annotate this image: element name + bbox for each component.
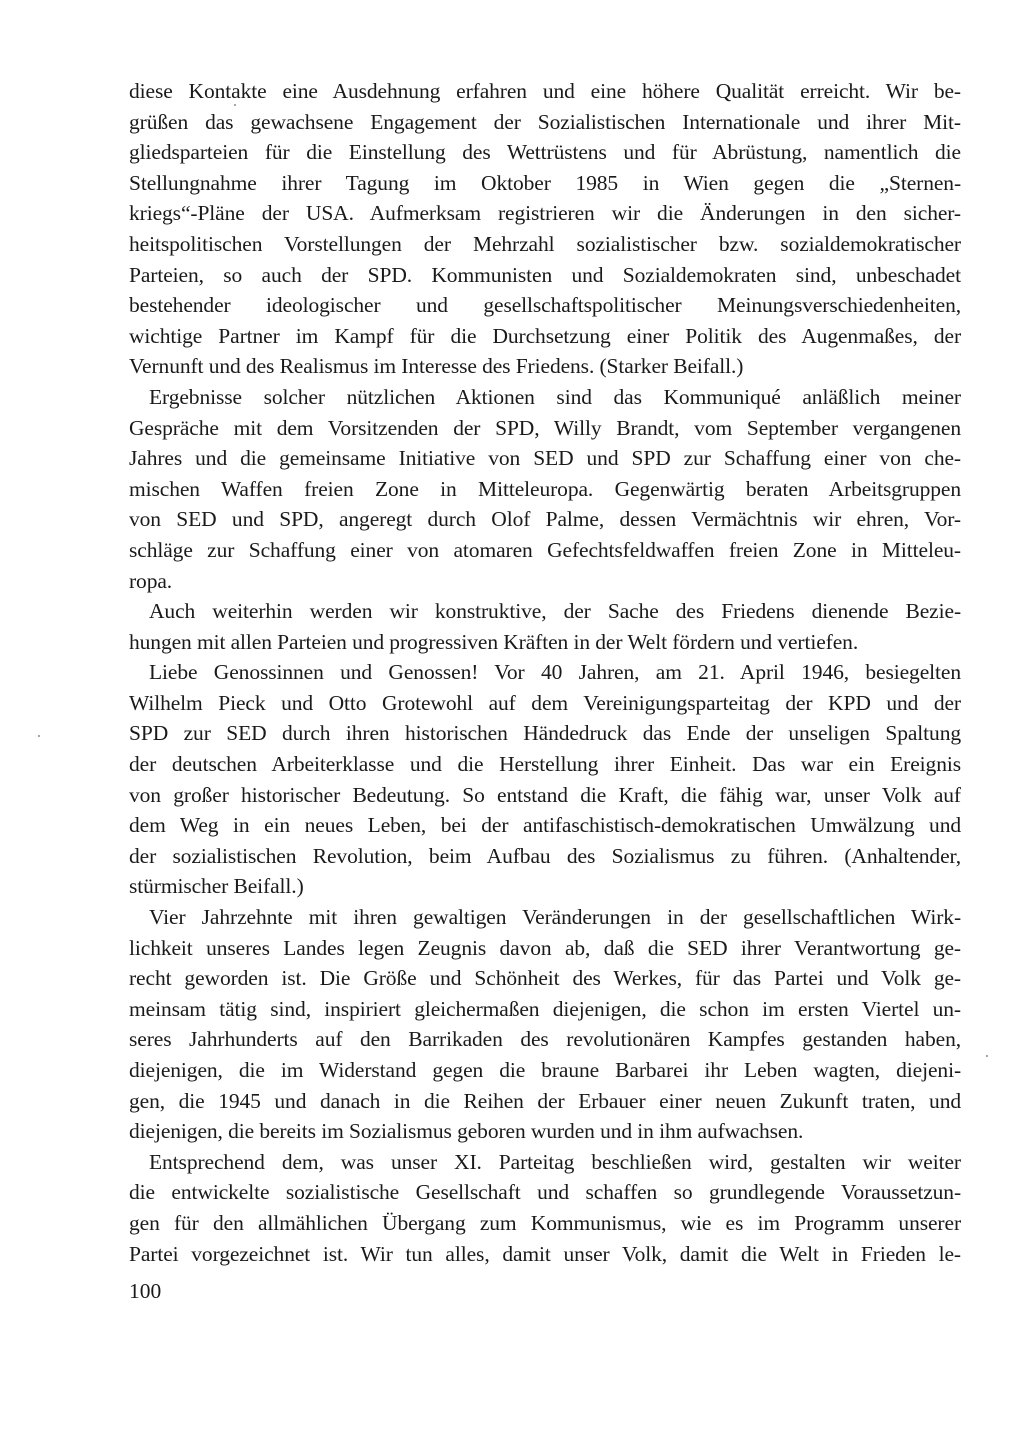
text-line: von großer historischer Bedeutung. So entstand die Kraft, die fähig war, unser Volk auf bbox=[129, 782, 961, 807]
text-line: von SED und SPD, angeregt durch Olof Palme, dessen Vermächtnis wir ehren, Vor- bbox=[129, 507, 961, 532]
text-line: diese Kontakte eine Ausdehnung erfahren und eine höhere Qualität erreicht. Wir be- bbox=[129, 79, 961, 103]
text-line: diejenigen, die im Widerstand gegen die braune Barbarei ihr Leben wagten, diejeni- bbox=[129, 1058, 961, 1082]
text-line: dem Weg in ein neues Leben, bei der antifaschistisch-demokratischen Umwälzung und bbox=[129, 813, 961, 838]
text-line: stürmischer Beifall.) bbox=[129, 874, 304, 899]
scan-speck bbox=[234, 104, 236, 106]
text-line: seres Jahrhunderts auf den Barrikaden des revolutionären Kampfes gestanden haben, bbox=[129, 1027, 961, 1052]
text-line: grüßen das gewachsene Engagement der Sozialistischen Internationale und ihrer Mit- bbox=[129, 109, 961, 134]
body-text bbox=[129, 76, 961, 1269]
scan-speck bbox=[38, 735, 40, 737]
text-line: SPD zur SED durch ihren historischen Händedruck das Ende der unseligen Spaltung bbox=[129, 721, 961, 746]
text-line: Gespräche mit dem Vorsitzenden der SPD, Willy Brandt, vom September vergangenen bbox=[129, 415, 961, 440]
text-line: Wilhelm Pieck und Otto Grotewohl auf dem Vereinigungsparteitag der KPD und der bbox=[129, 690, 961, 715]
text-line: Ergebnisse solcher nützlichen Aktionen sind das Kommuniqué anläßlich meiner bbox=[149, 384, 961, 409]
text-line: der sozialistischen Revolution, beim Aufbau des Sozialismus zu führen. (Anhaltender, bbox=[129, 843, 961, 868]
text-line: recht geworden ist. Die Größe und Schönheit des Werkes, für das Partei und Volk ge- bbox=[129, 966, 961, 991]
text-line: mischen Waffen freien Zone in Mitteleuropa. Gegenwärtig beraten Arbeitsgruppen bbox=[129, 476, 961, 501]
text-line: kriegs“-Pläne der USA. Aufmerksam registrieren wir die Änderungen in den sicher- bbox=[129, 201, 961, 226]
text-line: der deutschen Arbeiterklasse und die Herstellung ihrer Einheit. Das war ein Ereignis bbox=[129, 752, 961, 777]
text-line: schläge zur Schaffung einer von atomaren Gefechtsfeldwaffen freien Zone in Mitteleu- bbox=[129, 537, 961, 562]
text-line: Vier Jahrzehnte mit ihren gewaltigen Veränderungen in der gesellschaftlichen Wirk- bbox=[149, 905, 961, 930]
text-line: gen, die 1945 und danach in die Reihen der Erbauer einer neuen Zukunft traten, und bbox=[129, 1088, 961, 1113]
text-line: hungen mit allen Parteien und progressiven Kräften in der Welt fördern und vertiefen. bbox=[129, 629, 859, 654]
text-line: lichkeit unseres Landes legen Zeugnis davon ab, daß die SED ihrer Verantwortung ge- bbox=[129, 935, 961, 960]
text-line: die entwickelte sozialistische Gesellschaft und schaffen so grundlegende Voraussetzun- bbox=[129, 1180, 961, 1205]
text-line: Entsprechend dem, was unser XI. Parteitag beschließen wird, gestalten wir weiter bbox=[149, 1149, 961, 1174]
text-line: gen für den allmählichen Übergang zum Kommunismus, wie es im Programm unserer bbox=[129, 1210, 961, 1235]
text-line: Partei vorgezeichnet ist. Wir tun alles, damit unser Volk, damit die Welt in Frieden le- bbox=[129, 1241, 961, 1266]
page-number: 100 bbox=[129, 1279, 162, 1303]
text-line: Vernunft und des Realismus im Interesse des Friedens. (Starker Beifall.) bbox=[129, 354, 744, 379]
text-line: wichtige Partner im Kampf für die Durchsetzung einer Politik des Augenmaßes, der bbox=[129, 323, 961, 348]
text-line: ropa. bbox=[129, 568, 173, 593]
text-line: heitspolitischen Vorstellungen der Mehrzahl sozialistischer bzw. sozialdemokratischer bbox=[129, 231, 961, 256]
text-line: Liebe Genossinnen und Genossen! Vor 40 Jahren, am 21. April 1946, besiegelten bbox=[149, 660, 961, 685]
text-line: Parteien, so auch der SPD. Kommunisten und Sozialdemokraten sind, unbeschadet bbox=[129, 262, 961, 287]
text-line: meinsam tätig sind, inspiriert gleichermaßen diejenigen, die schon im ersten Viertel un- bbox=[129, 996, 961, 1021]
text-line: bestehender ideologischer und gesellschaftspolitischer Meinungsverschiedenheiten, bbox=[129, 293, 961, 318]
text-line: Auch weiterhin werden wir konstruktive, der Sache des Friedens dienende Bezie- bbox=[149, 599, 961, 624]
text-line: Jahres und die gemeinsame Initiative von SED und SPD zur Schaffung einer von che- bbox=[129, 446, 961, 471]
text-line: gliedsparteien für die Einstellung des Wettrüstens und für Abrüstung, namentlich die bbox=[129, 140, 961, 165]
text-line: Stellungnahme ihrer Tagung im Oktober 1985 in Wien gegen die „Sternen- bbox=[129, 170, 961, 195]
text-line: diejenigen, die bereits im Sozialismus geboren wurden und in ihm aufwachsen. bbox=[129, 1119, 804, 1144]
scan-speck bbox=[986, 1055, 988, 1057]
